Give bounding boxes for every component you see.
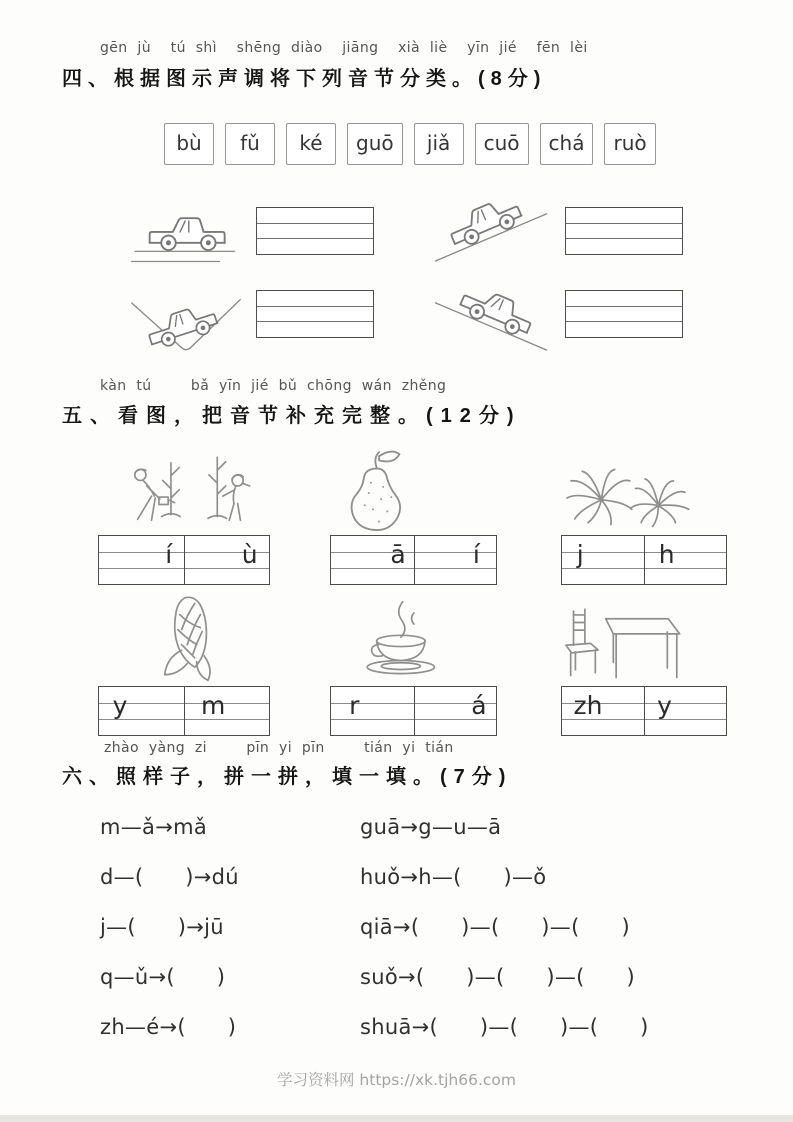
pear-image xyxy=(328,446,424,538)
grid-letter: j xyxy=(576,540,584,569)
spelling-blank: zh—é→( ) xyxy=(100,1015,237,1039)
syllable-card: ké xyxy=(286,123,336,165)
answer-lines-box xyxy=(256,207,374,255)
grid-letter: ù xyxy=(241,540,258,569)
grid-letter: í xyxy=(472,540,480,569)
spelling-blank: j—( )→jū xyxy=(100,915,224,939)
pinyin-grid xyxy=(98,535,270,585)
section-5-pinyin-annotation: kàn tú bǎ yīn jié bǔ chōng wán zhěng xyxy=(100,378,447,394)
car-on-flat-road-image xyxy=(130,198,248,266)
pinyin-grid xyxy=(98,686,270,736)
grid-letter: r xyxy=(349,691,360,720)
section-6-title: 六、照样子，拼一拼，填一填。(7分) xyxy=(62,766,513,788)
chrysanthemum-flowers-image xyxy=(552,460,702,536)
pinyin-grid xyxy=(330,686,497,736)
site-watermark: 学习资料网 https://xk.tjh66.com xyxy=(276,1071,517,1089)
section-6-pinyin-annotation: zhào yàng zi pīn yi pīn tián yi tián xyxy=(104,740,454,756)
syllable-card: ruò xyxy=(604,123,655,165)
spelling-blank: qiā→( )—( )—( ) xyxy=(360,915,630,939)
syllable-card: fǔ xyxy=(225,123,275,165)
answer-lines-box xyxy=(256,290,374,338)
syllable-card: guō xyxy=(347,123,403,165)
grid-letter: m xyxy=(201,691,226,720)
grid-letter: í xyxy=(165,540,173,569)
section-5-title: 五、看图，把音节补充完整。(12分) xyxy=(62,405,522,427)
grid-letter: y xyxy=(112,691,128,720)
steaming-tea-cup-image xyxy=(342,598,456,682)
answer-lines-box xyxy=(565,290,683,338)
pinyin-grid xyxy=(330,535,497,585)
table-and-chair-image xyxy=(550,596,688,686)
spelling-blank: huǒ→h—( )—ǒ xyxy=(360,865,547,889)
car-in-valley-image xyxy=(126,281,246,359)
corn-cob-image xyxy=(150,592,232,686)
spelling-example: guā→g—u—ā xyxy=(360,815,502,839)
scan-edge-shadow xyxy=(0,1115,793,1122)
pinyin-grid xyxy=(561,686,727,736)
spelling-blank: q—ǔ→( ) xyxy=(100,965,226,989)
spelling-example: m—ǎ→mǎ xyxy=(100,815,208,839)
car-going-uphill-image xyxy=(432,192,550,266)
spelling-blank: d—( )→dú xyxy=(100,865,239,889)
section-4-pinyin-annotation: gēn jù tú shì shēng diào jiāng xià liè yīn jié fēn lèi xyxy=(100,40,588,56)
syllable-card: chá xyxy=(540,123,594,165)
grid-letter: zh xyxy=(573,691,603,720)
grid-letter: y xyxy=(657,691,672,720)
syllable-card: cuō xyxy=(475,123,529,165)
grid-letter: ā xyxy=(390,540,406,569)
children-planting-trees-image xyxy=(112,448,254,536)
spelling-blank: shuā→( )—( )—( ) xyxy=(360,1015,649,1039)
answer-lines-box xyxy=(565,207,683,255)
car-going-downhill-image xyxy=(432,281,550,355)
section-4-title: 四、根据图示声调将下列音节分类。(8分) xyxy=(62,68,547,90)
syllable-card: jiǎ xyxy=(414,123,464,165)
syllable-card-row xyxy=(164,123,656,165)
grid-letter: á xyxy=(471,691,487,720)
grid-letter: h xyxy=(658,540,675,569)
spelling-blank: suǒ→( )—( )—( ) xyxy=(360,965,636,989)
syllable-card: bù xyxy=(164,123,214,165)
pinyin-grid xyxy=(561,535,727,585)
